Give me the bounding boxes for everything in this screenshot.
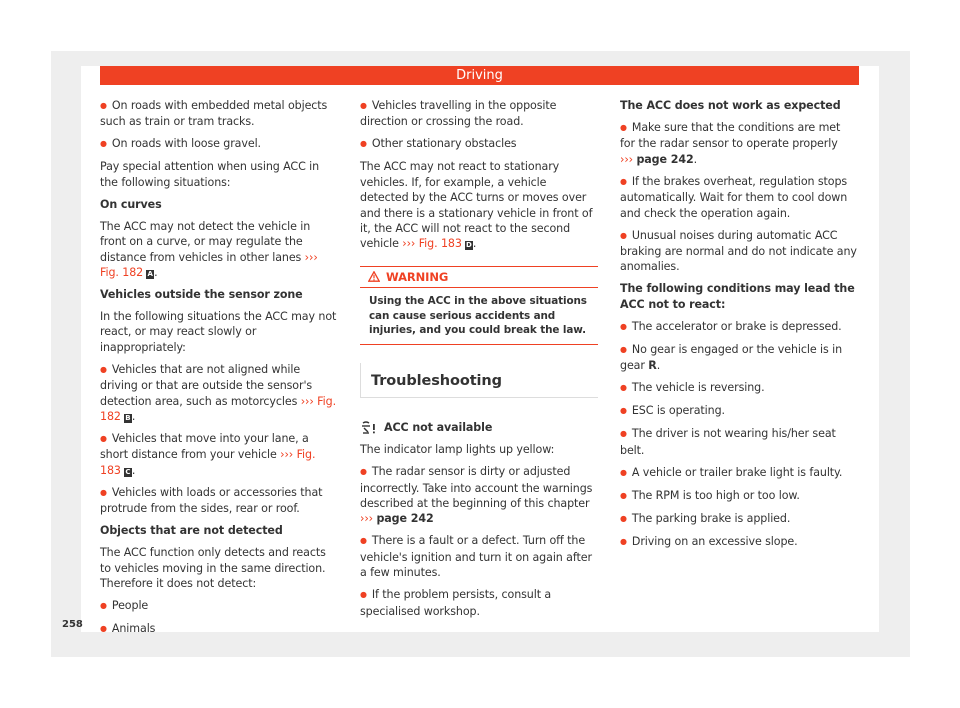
gear-letter: R xyxy=(648,359,657,373)
figure-link[interactable]: Fig. 183 xyxy=(418,237,462,251)
paragraph: Pay special attention when using ACC in the following situations: xyxy=(100,160,320,189)
bullet-item: ● The driver is not wearing his/her seat belt. xyxy=(620,426,858,458)
acc-not-available-title: ACC not available xyxy=(384,421,493,435)
paragraph: The ACC may not detect the vehicle in front on a curve, or may regulate the distance from vehicles in other lanes ››› Fig. 182 A. xyxy=(100,219,318,280)
cross-ref-arrow: ››› xyxy=(402,237,416,251)
figure-letter-badge: C xyxy=(125,467,131,476)
paragraph: In the following situations the ACC may not react, or may react slowly or inappropriately: xyxy=(100,310,337,354)
bullet-item: ● A vehicle or trailer brake light is faulty. xyxy=(620,465,858,481)
text: Vehicles that are not aligned while driving or that are outside the sensor's detection area, such as motorcycles xyxy=(100,362,313,408)
troubleshooting-heading: Troubleshooting xyxy=(360,363,598,398)
page-number: 258 xyxy=(62,619,83,630)
cross-ref-arrow: ››› xyxy=(360,512,374,526)
subheading: The ACC does not work as expected xyxy=(620,99,841,112)
bullet-item: ● There is a fault or a defect. Turn off the vehicle's ignition and turn it on again after a few minutes. xyxy=(360,533,598,580)
bullet-item: ● The accelerator or brake is depressed. xyxy=(620,319,858,335)
column-2-text xyxy=(360,98,598,252)
bullet-item: ● On roads with loose gravel. xyxy=(100,136,338,152)
paragraph: The ACC may not react to stationary vehicles. If, for example, a vehicle detected by the ACC turns or moves over and there is a stationary vehicle in front of it, the ACC will not react to the second vehicle ››› Fig. 183 D. xyxy=(360,160,593,251)
bullet-item: ● Vehicles with loads or accessories that protrude from the sides, rear or roof. xyxy=(100,485,338,517)
bullet-item: ● ESC is operating. xyxy=(620,403,858,419)
bullet-item: ● If the problem persists, consult a specialised workshop. xyxy=(360,587,598,619)
bullet-item: ● Vehicles that are not aligned while driving or that are outside the sensor's detection area, such as motorcycles ››› Fig. 182 B. xyxy=(100,362,338,425)
cross-ref-arrow: ››› xyxy=(280,448,294,462)
bullet-item: ● Vehicles travelling in the opposite direction or crossing the road. xyxy=(360,98,598,130)
bullet-item: ● If the brakes overheat, regulation stops automatically. Wait for them to cool down and check the operation again. xyxy=(620,174,858,221)
text: The ACC may not detect the vehicle in front on a curve, or may regulate the distance from vehicles in other lanes xyxy=(100,219,311,264)
column-3 xyxy=(620,98,858,557)
text: The radar sensor is dirty or adjusted incorrectly. Take into account the warnings described at the beginning of this chapter xyxy=(360,465,593,511)
paragraph: The ACC function only detects and reacts to vehicles moving in the same direction. Therefore it does not detect: xyxy=(100,546,326,591)
page-link[interactable]: page 242 xyxy=(636,152,694,166)
cross-ref-arrow: ››› xyxy=(300,394,314,408)
bullet-item: ● Make sure that the conditions are met for the radar sensor to operate properly ››› page 242. xyxy=(620,120,858,167)
column-2 xyxy=(360,98,598,626)
acc-not-available-heading xyxy=(360,420,598,436)
warning-text: Using the ACC in the above situations can cause serious accidents and injuries, and you could break the law. xyxy=(369,294,587,337)
bullet-item: ● The parking brake is applied. xyxy=(620,511,858,527)
figure-letter-badge: A xyxy=(147,270,153,279)
bullet-item: ● The RPM is too high or too low. xyxy=(620,488,858,504)
bullet-item xyxy=(360,464,598,527)
text: The ACC may not react to stationary vehicles. If, for example, a vehicle detected by the ACC turns or moves over and there is a stationary vehicle in front of it, the ACC will not react to the second vehicle xyxy=(360,160,593,251)
warning-box xyxy=(360,266,598,345)
figure-link[interactable]: Fig. 182 xyxy=(100,394,336,424)
text: No gear is engaged or the vehicle is in gear xyxy=(620,342,843,373)
subheading: The following conditions may lead the ACC not to react: xyxy=(620,282,855,311)
bullet-item: ● Other stationary obstacles xyxy=(360,136,598,152)
figure-link[interactable]: Fig. 183 xyxy=(100,448,316,477)
warning-title: WARNING xyxy=(386,269,449,284)
figure-letter-badge: B xyxy=(125,414,131,423)
text: Vehicles that move into your lane, a short distance from your vehicle xyxy=(100,432,309,462)
bullet-item: ● Vehicles that move into your lane, a short distance from your vehicle ››› Fig. 183 C. xyxy=(100,431,338,478)
acc-warning-icon xyxy=(360,420,378,436)
figure-letter-badge: D xyxy=(465,241,472,250)
cross-ref-arrow: ››› xyxy=(304,250,318,264)
warning-triangle-icon xyxy=(368,271,380,282)
text: Make sure that the conditions are met for the radar sensor to operate properly xyxy=(620,121,841,151)
bullet-item: ● On roads with embedded metal objects such as train or tram tracks. xyxy=(100,98,338,130)
subheading: Objects that are not detected xyxy=(100,524,283,538)
bullet-item: ● People xyxy=(100,598,338,614)
bullet-item: ● Unusual noises during automatic ACC braking are normal and do not indicate any anomalies. xyxy=(620,228,858,275)
subheading: Vehicles outside the sensor zone xyxy=(100,288,303,302)
subheading: On curves xyxy=(100,197,162,211)
column-1 xyxy=(100,98,338,644)
bullet-item: ● Driving on an excessive slope. xyxy=(620,534,858,550)
figure-link[interactable]: Fig. 182 xyxy=(100,266,144,280)
warning-header xyxy=(360,266,598,288)
chapter-header: Driving xyxy=(100,66,859,85)
bullet-item: ● No gear is engaged or the vehicle is in gear R. xyxy=(620,342,858,374)
page-link[interactable]: page 242 xyxy=(376,512,434,526)
paragraph: The indicator lamp lights up yellow: xyxy=(360,443,555,457)
bullet-item: ● The vehicle is reversing. xyxy=(620,380,858,396)
bullet-item: ● Animals xyxy=(100,621,338,637)
troubleshooting-text xyxy=(360,442,598,619)
cross-ref-arrow: ››› xyxy=(620,152,634,166)
